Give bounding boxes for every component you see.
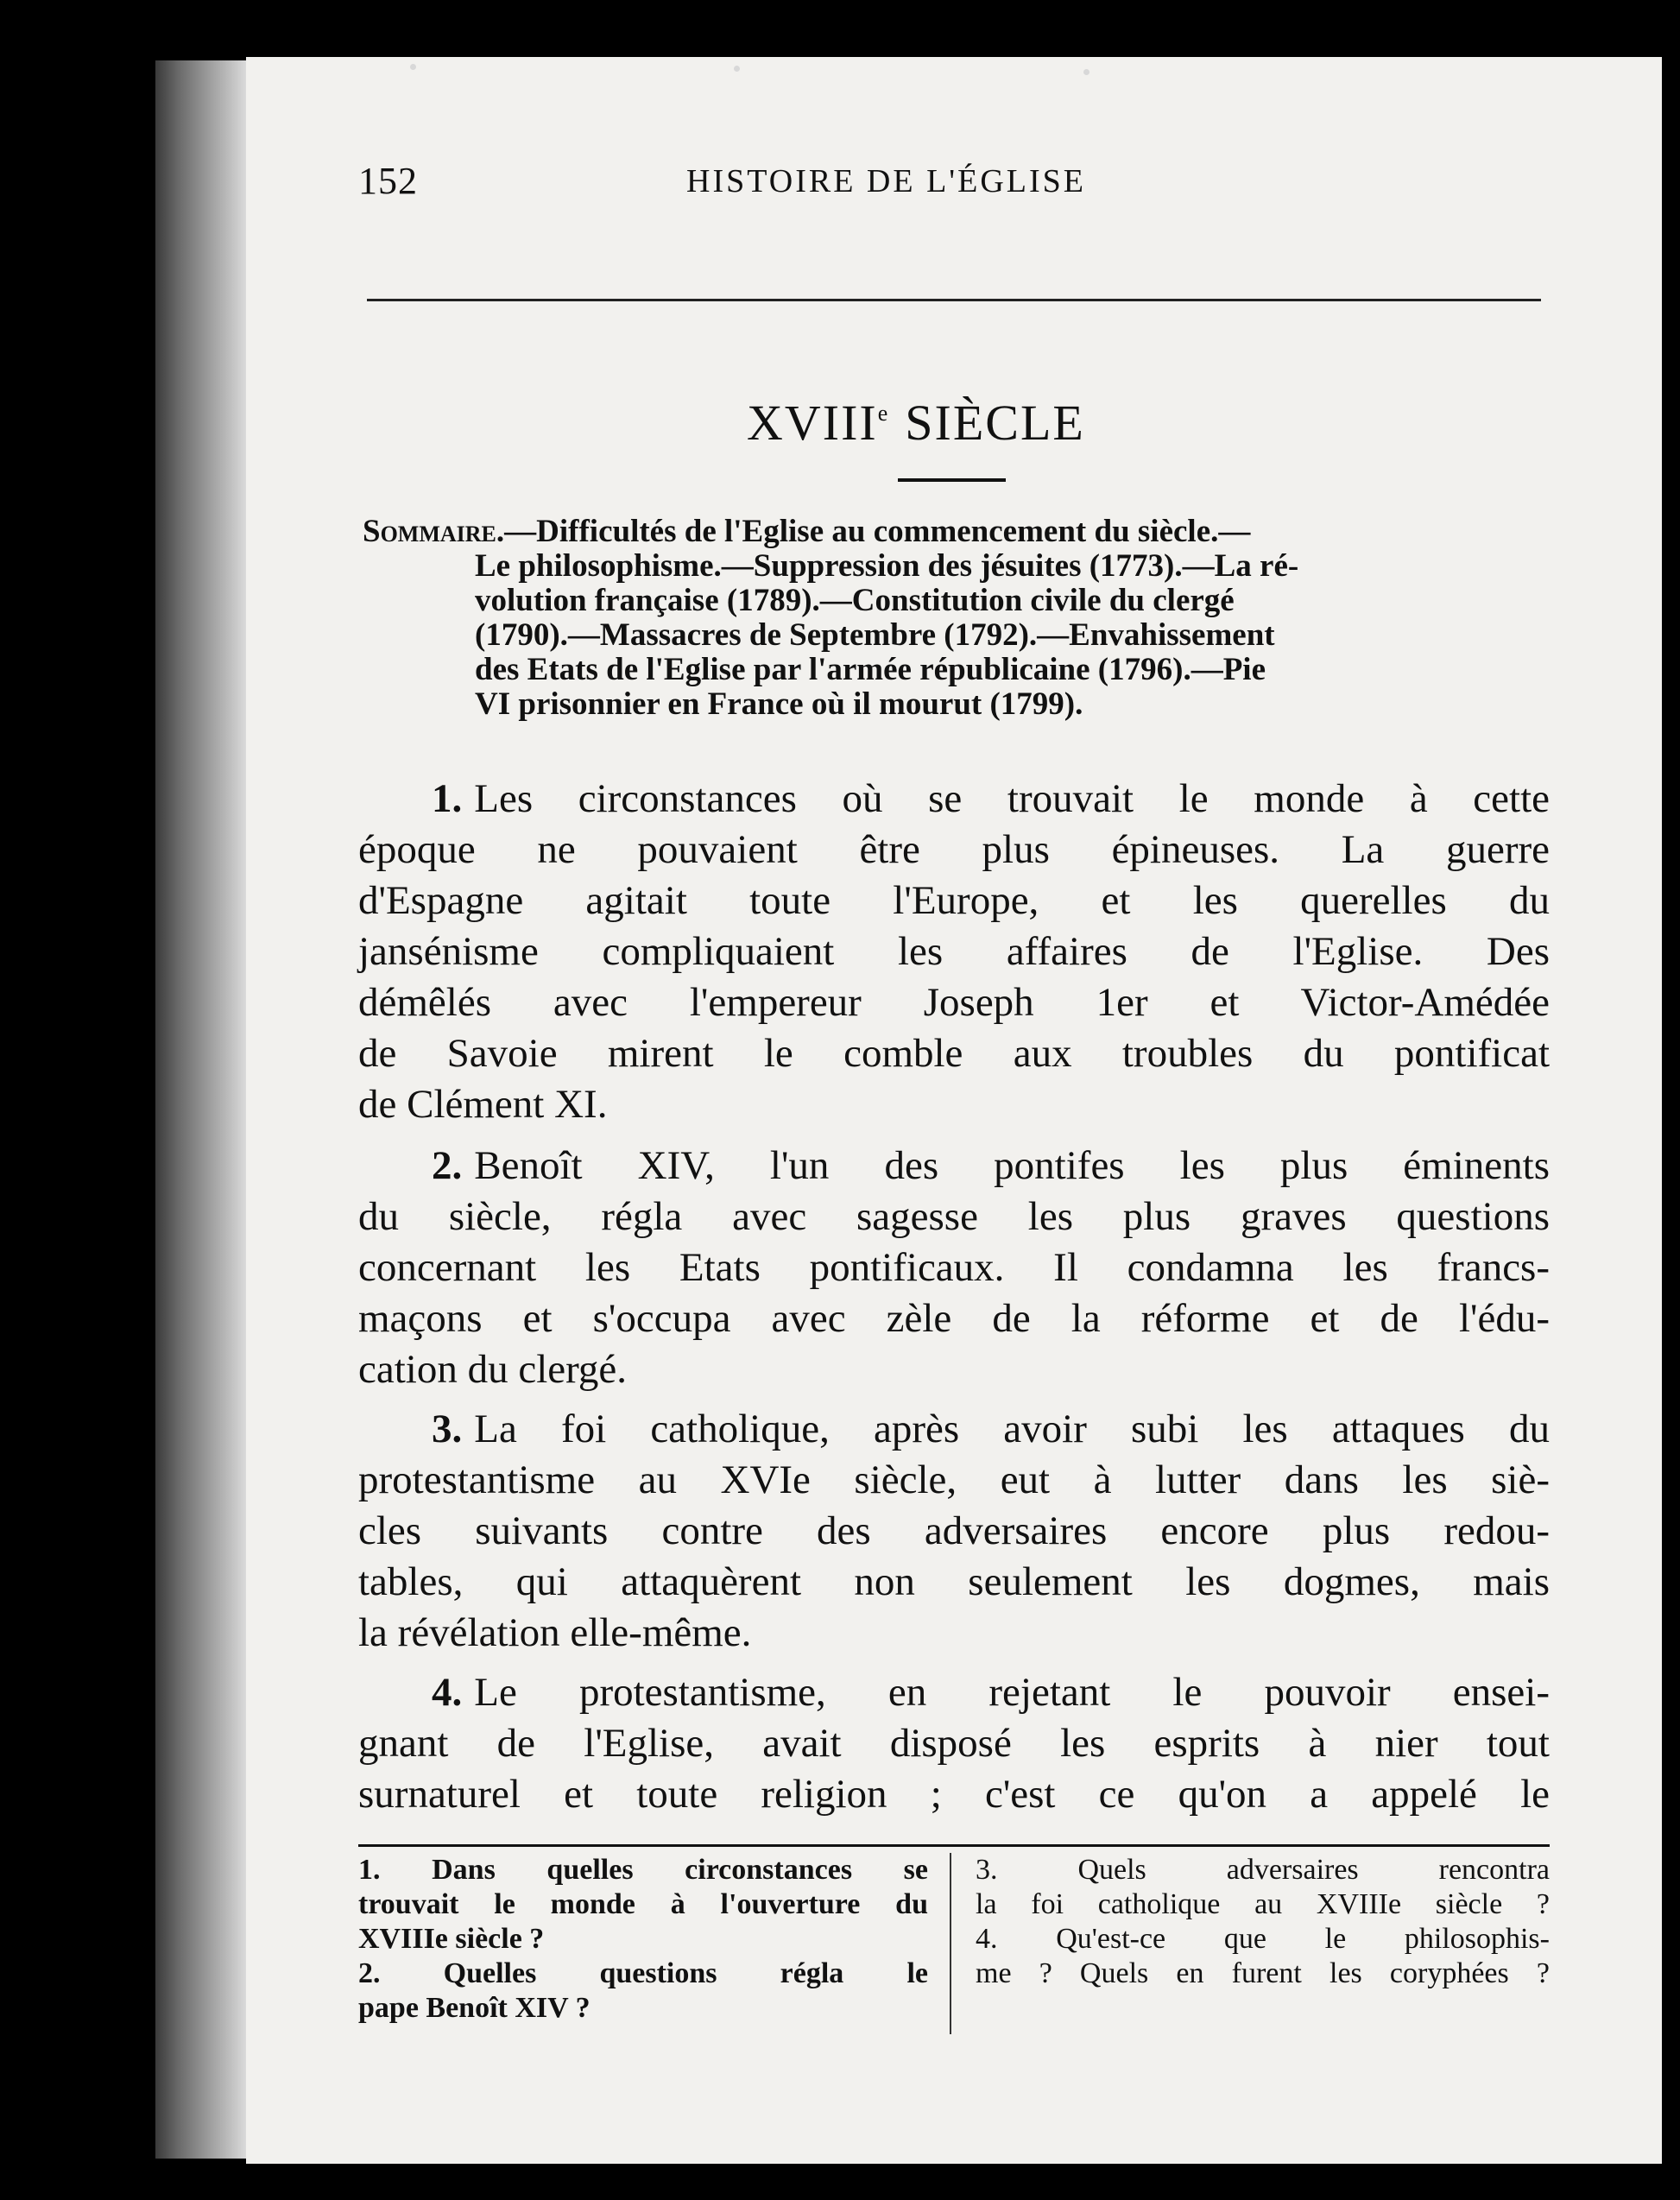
footnote-line: 1. Dans quelles circonstances se: [358, 1854, 928, 1886]
paragraph-number: 2.: [432, 1143, 463, 1188]
page-number: 152: [358, 160, 418, 202]
header-rule: [367, 299, 1541, 301]
paragraph-line: du siècle, régla avec sagesse les plus graves questions: [358, 1194, 1550, 1239]
footnote-line: trouvait le monde à l'ouverture du: [358, 1888, 928, 1920]
paragraph-line: de Clément XI.: [358, 1082, 608, 1127]
paragraph-line: cation du clergé.: [358, 1347, 628, 1392]
chapter-title-sup: e: [877, 401, 890, 426]
dust-speck: [734, 66, 740, 72]
footnote-line: XVIIIe siècle ?: [358, 1923, 545, 1955]
footnotes-right-column: [976, 1853, 1550, 1991]
footnote-line: pape Benoît XIV ?: [358, 1992, 591, 2024]
paragraph-line: surnaturel et toute religion ; c'est ce qu'on a appelé le: [358, 1772, 1550, 1817]
paragraph-line: maçons et s'occupa avec zèle de la réforme et de l'édu-: [358, 1296, 1550, 1341]
footnote-line: me ? Quels en furent les coryphées ?: [976, 1957, 1550, 1989]
paragraph-2: [358, 1141, 1550, 1395]
paragraph-line: d'Espagne agitait toute l'Europe, et les querelles du: [358, 878, 1550, 923]
book-page: [246, 57, 1662, 2164]
summary-line: Le philosophisme.—Suppression des jésuites (1773).—La ré-: [475, 548, 1299, 584]
paragraph-number: 4.: [432, 1670, 463, 1715]
summary-line: volution française (1789).—Constitution civile du clergé: [475, 583, 1235, 618]
paragraph-3: [358, 1404, 1550, 1659]
footnote-column-divider: [950, 1853, 951, 2034]
paragraph-line: 1. Les circonstances où se trouvait le monde à cette: [432, 776, 1550, 821]
chapter-title-main: XVIII: [747, 395, 878, 451]
paragraph-line: 4. Le protestantisme, en rejetant le pouvoir ensei-: [432, 1670, 1550, 1715]
paragraph-line: 2. Benoît XIV, l'un des pontifes les plus éminents: [432, 1143, 1550, 1188]
chapter-title-rest: SIÈCLE: [905, 395, 1085, 451]
footnote-line: la foi catholique au XVIIIe siècle ?: [976, 1888, 1550, 1920]
title-rule: [898, 478, 1006, 482]
paragraph-line: cles suivants contre des adversaires encore plus redou-: [358, 1508, 1550, 1553]
paragraph-line: gnant de l'Eglise, avait disposé les esprits à nier tout: [358, 1721, 1550, 1766]
dust-speck: [1083, 69, 1089, 75]
summary-line: (1790).—Massacres de Septembre (1792).—Envahissement: [475, 617, 1275, 653]
chapter-summary: [363, 515, 1545, 722]
page-header: [358, 159, 1636, 219]
paragraph-number: 3.: [432, 1407, 463, 1451]
footnote-rule: [358, 1844, 1550, 1847]
paragraph-4: [358, 1667, 1550, 1820]
paragraph-line: de Savoie mirent le comble aux troubles du pontificat: [358, 1031, 1550, 1076]
footnote-line: 2. Quelles questions régla le: [358, 1957, 928, 1989]
summary-line: Sommaire.—Difficultés de l'Eglise au commencement du siècle.—: [363, 514, 1251, 549]
summary-line: VI prisonnier en France où il mourut (1799).: [475, 686, 1083, 722]
paragraph-1: [358, 774, 1550, 1130]
footnote-line: 3. Quels adversaires rencontra: [976, 1854, 1550, 1886]
paragraph-line: démêlés avec l'empereur Joseph 1er et Victor-Amédée: [358, 980, 1550, 1025]
dust-speck: [410, 64, 416, 70]
paragraph-line: la révélation elle-même.: [358, 1610, 752, 1655]
paragraph-number: 1.: [432, 776, 463, 821]
paragraph-line: époque ne pouvaient être plus épineuses. La guerre: [358, 827, 1550, 872]
running-head: HISTOIRE DE L'ÉGLISE: [686, 163, 1086, 199]
paragraph-line: concernant les Etats pontificaux. Il condamna les francs-: [358, 1245, 1550, 1290]
paragraph-line: tables, qui attaquèrent non seulement les dogmes, mais: [358, 1559, 1550, 1604]
book-spine-edge: [155, 60, 250, 2159]
summary-label: Sommaire: [363, 514, 496, 549]
footnotes-left-column: [358, 1853, 928, 2026]
paragraph-line: 3. La foi catholique, après avoir subi les attaques du: [432, 1407, 1550, 1451]
paragraph-line: jansénisme compliquaient les affaires de l'Eglise. Des: [358, 929, 1550, 974]
chapter-title: [747, 394, 1085, 452]
footnote-line: 4. Qu'est-ce que le philosophis-: [976, 1923, 1550, 1955]
paragraph-line: protestantisme au XVIe siècle, eut à lutter dans les siè-: [358, 1457, 1550, 1502]
summary-line: des Etats de l'Eglise par l'armée républicaine (1796).—Pie: [475, 652, 1266, 687]
